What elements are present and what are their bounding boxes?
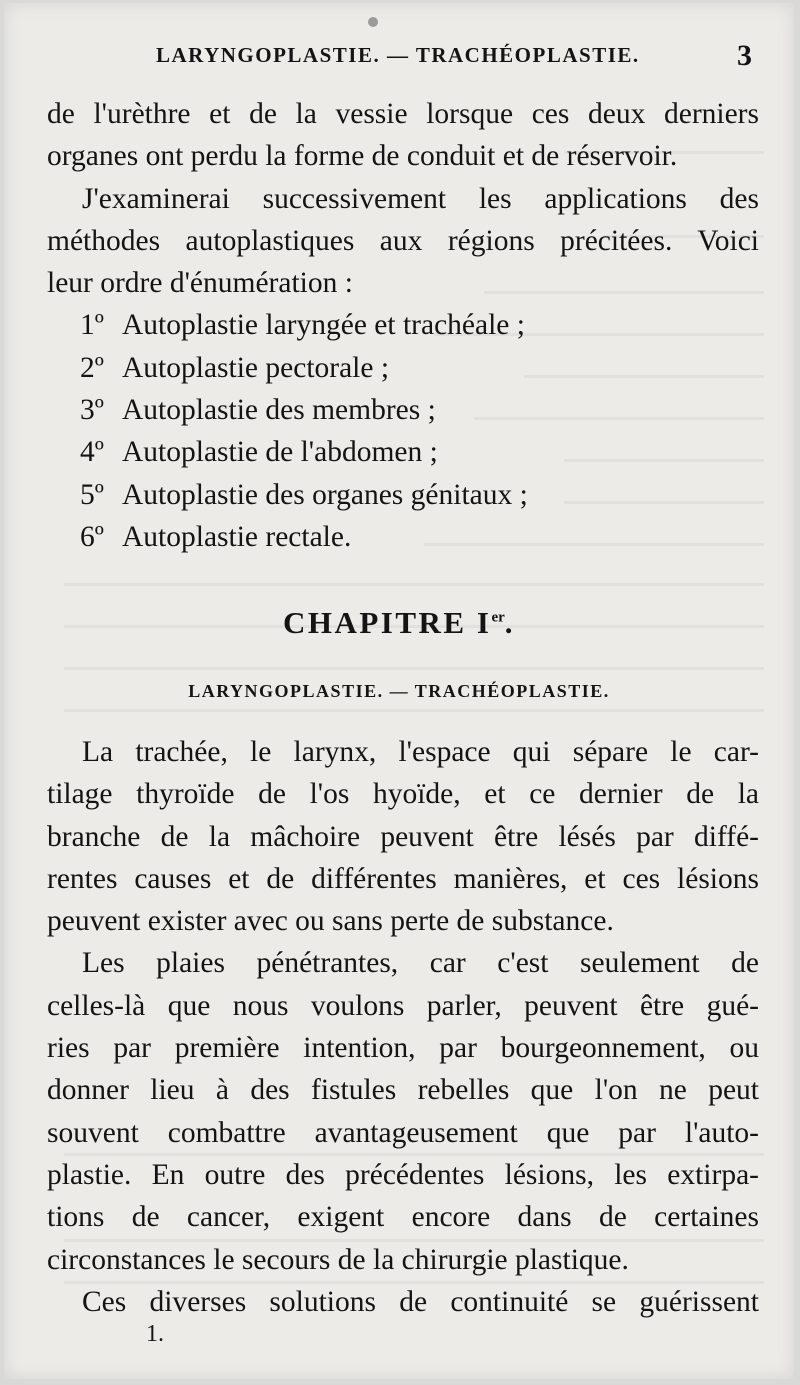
- text-line: Ces diverses solutions de continuité se guérissent: [82, 1285, 759, 1318]
- text-line: tilage thyroïde de l'os hyoïde, et ce dernier de la: [47, 778, 759, 811]
- text-line: organes ont perdu la forme de conduit et de réservoir.: [47, 140, 678, 173]
- enumeration-list: [47, 304, 759, 558]
- list-item: [47, 474, 759, 516]
- page-number: 3: [737, 39, 752, 72]
- list-item: [47, 431, 759, 473]
- list-item-number: 3º: [80, 394, 104, 427]
- list-item-number: 6º: [80, 520, 104, 553]
- page-header: [4, 39, 794, 73]
- chapter-title: [4, 605, 794, 641]
- list-item-number: 1º: [80, 309, 104, 342]
- text-line: J'examinerai successivement les applications des: [82, 182, 759, 215]
- text-line: tions de cancer, exigent encore dans de certaines: [47, 1201, 759, 1234]
- list-item: [47, 347, 759, 389]
- list-item-text: Autoplastie laryngée et trachéale ;: [122, 309, 525, 342]
- text-line: ries par première intention, par bourgeonnement, ou: [47, 1032, 759, 1065]
- intro-text: [47, 93, 759, 558]
- ink-mark: [368, 17, 378, 27]
- text-line: peuvent exister avec ou sans perte de substance.: [47, 905, 614, 938]
- text-line: La trachée, le larynx, l'espace qui sépare le car-: [82, 736, 759, 768]
- text-line: celles-là que nous voulons parler, peuvent être gué-: [47, 989, 759, 1022]
- text-line: rentes causes et de différentes manières, et ces lésions: [47, 862, 759, 895]
- list-item: [47, 304, 759, 346]
- list-item-number: 2º: [80, 351, 104, 384]
- text-line: Les plaies pénétrantes, car c'est seulement de: [82, 947, 759, 980]
- chapter-title-period: .: [504, 605, 516, 640]
- list-item: [47, 389, 759, 431]
- list-item-text: Autoplastie rectale.: [122, 520, 352, 553]
- list-item-text: Autoplastie des membres ;: [122, 394, 436, 427]
- text-line: donner lieu à des fistules rebelles que l'on ne peut: [47, 1074, 759, 1107]
- list-item: [47, 516, 759, 558]
- chapter-body-text: [47, 731, 759, 1323]
- chapter-title-superscript: er: [491, 609, 505, 626]
- list-item-number: 4º: [80, 436, 104, 469]
- text-line: plastie. En outre des précédentes lésions, les extirpa-: [47, 1158, 759, 1191]
- book-page: [4, 3, 794, 1379]
- text-line: de l'urèthre et de la vessie lorsque ces deux derniers: [47, 98, 759, 130]
- signature-mark: 1.: [146, 1321, 164, 1347]
- text-line: souvent combattre avantageusement que par l'auto-: [47, 1116, 759, 1149]
- chapter-title-text: CHAPITRE I: [282, 605, 492, 640]
- list-item-number: 5º: [80, 478, 104, 511]
- list-item-text: Autoplastie de l'abdomen ;: [122, 436, 438, 469]
- text-line: branche de la mâchoire peuvent être lésés par diffé-: [47, 820, 759, 853]
- text-line: leur ordre d'énumération :: [47, 267, 353, 300]
- running-head: LARYNGOPLASTIE. — TRACHÉOPLASTIE.: [156, 43, 640, 67]
- text-line: méthodes autoplastiques aux régions précitées. Voici: [47, 224, 759, 257]
- list-item-text: Autoplastie des organes génitaux ;: [122, 478, 528, 511]
- list-item-text: Autoplastie pectorale ;: [122, 351, 390, 384]
- chapter-subheading: LARYNGOPLASTIE. — TRACHÉOPLASTIE.: [188, 681, 610, 701]
- text-line: circonstances le secours de la chirurgie plastique.: [47, 1243, 629, 1276]
